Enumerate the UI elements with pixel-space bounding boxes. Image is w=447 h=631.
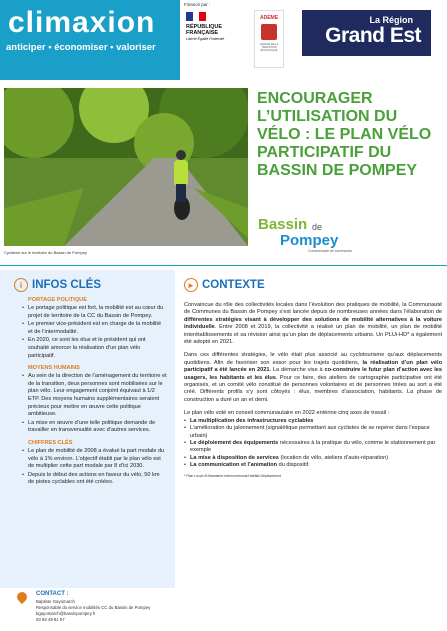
location-pin-icon	[15, 590, 29, 604]
list-item	[190, 440, 442, 455]
republique-francaise-logo	[186, 12, 238, 64]
bold-run: la réalisation d’un plan vélo participatif a été lancée en 2021	[184, 359, 442, 374]
contact-heading: CONTACT :	[36, 591, 69, 597]
list-item: • Le portage politique est fort, la mobilité est au cœur du projet de territoire de la CC du Bassin de Pompey.	[28, 305, 167, 320]
bold-run: La mise à disposition de services	[190, 454, 279, 461]
contact-name: Baptiste Gayomarch	[36, 599, 75, 604]
section-title: MOYENS HUMAINS	[28, 365, 80, 372]
logo-subtitle: Communauté de communes	[308, 249, 352, 253]
logo-word-de: de	[312, 222, 323, 232]
play-icon: ►	[184, 278, 198, 292]
list-item	[190, 418, 442, 425]
finance-label: Financé par :	[184, 2, 211, 7]
text-run: . Pour ce faire, des ateliers de cartographie participative ont été organisés, et un comité vélo constitué de personnes volontaires et de personnes tirées au sort a été créé. Différents profils s’y sont côtoyés : élus, membres d’association, habitants. La phase de construction a duré un an et demi.	[184, 374, 442, 403]
list-item: • Le plan de mobilité de 2008 a évalué la part modale du vélo à 1% environ. L’objectif établi par le plan vélo est de multiplier cette part modale par 8 d’ici 2030.	[28, 448, 167, 471]
section-title: PORTAGE POLITIQUE	[28, 297, 87, 303]
list-item: • En 2020, ce sont les élus et le président qui ont souhaité amorcer la réalisation d’un plan vélo participatif.	[28, 337, 167, 360]
infos-heading	[14, 278, 175, 292]
brand-tagline: anticiper • économiser • valoriser	[6, 42, 156, 53]
region-name: Grand Est	[325, 24, 421, 47]
list-item: • Au sein de la direction de l’aménagement du territoire et de la transition, deux personnes sont mobilisées sur le plan vélo. Leur engagement conjoint équivaut à 1/2 ETP. Des moyens humains supplémentaires seraient précieux pour mettre en œuvre cette politique ambitieuse.	[28, 373, 167, 419]
bold-run: Le déploiement des équipements	[190, 439, 279, 446]
section-title: CHIFFRES CLÉS	[28, 439, 73, 446]
republique-motto: Liberté Égalité Fraternité	[186, 37, 225, 41]
logo-word-bassin: Bassin	[258, 216, 308, 233]
contexte-section	[184, 270, 442, 478]
list-item	[190, 462, 442, 469]
bold-run: co-construire le futur plan d’action avec les usagers, les habitants et les élus	[184, 367, 443, 381]
section-divider	[0, 265, 447, 266]
republique-line2: FRANÇAISE	[186, 30, 219, 36]
footnote: * Plan Local d’Urbanisme Intercommunal Habitat Déplacement	[184, 473, 282, 478]
ademe-name: ADEME	[259, 15, 279, 21]
logo-word-pompey: Pompey	[280, 232, 339, 249]
ademe-sub: AGENCE DE LA TRANSITION ÉCOLOGIQUE	[259, 43, 279, 52]
region-grand-est-logo	[302, 10, 431, 56]
axes-intro: Le plan vélo voté en conseil communautaire en 2022 entérine cinq axes de travail :	[184, 410, 390, 417]
climaxion-logo	[0, 0, 180, 80]
photo-caption: Cyclisme sur le territoire du Bassin de Pompey	[4, 250, 87, 255]
contact-phone[interactable]: 03 83 49 81 57	[36, 617, 65, 622]
list-item: • Le premier vice-président est en charge de la mobilité et de l’intermodalité.	[28, 321, 167, 336]
ademe-logo	[254, 10, 284, 68]
text-run: nécessaires à la pratique du vélo, comme le stationnement par exemple	[190, 439, 436, 454]
bassin-de-pompey-logo	[258, 216, 358, 254]
text-run: Dans ces différentes stratégies, le vélo était plus associé au cyclotourisme qu’aux déplacements quotidiens. Afin de favoriser son essor pour les trajets quotidiens,	[184, 352, 442, 366]
list-item	[190, 455, 442, 462]
text-run: (location de vélo, ateliers d’auto-réparation)	[278, 454, 389, 461]
ademe-symbol-icon	[261, 24, 277, 40]
bold-run: La communication et l’animation	[190, 462, 278, 469]
info-icon: i	[14, 278, 28, 292]
paragraph	[184, 302, 442, 346]
text-run: du dispositif.	[277, 462, 310, 469]
text-run: L’amélioration du jalonnement (signalétique permettant aux cyclistes de se repérer dans l’espace urbain)	[190, 425, 430, 439]
text-run: Convaincue du rôle des collectivités locales dans l’évolution des pratiques de mobilité, la Communauté de Communes du Bassin de Pompey s’est lancée depuis de nombreuses années dans l’élaboration de	[184, 302, 442, 316]
cyclist-photo	[4, 88, 248, 246]
contexte-heading	[184, 278, 442, 292]
list-item	[190, 425, 442, 440]
list-item: • La mise en œuvre d’une telle politique demande de travailler en transversalité avec d’autres services.	[28, 420, 167, 435]
bold-run: La multiplication des infrastructures cyclables	[190, 417, 314, 424]
bold-run: différentes stratégies visant à développer des solutions de mobilité alternatives à la voiture individuelle	[184, 316, 442, 331]
contexte-heading-text: CONTEXTE	[202, 279, 265, 291]
flag-icon	[186, 12, 206, 21]
contact-block	[0, 588, 447, 631]
infos-cles-panel	[0, 270, 175, 588]
contact-role: Responsable du service mobilités CC du Bassin de Pompey	[36, 605, 151, 610]
republique-line1: RÉPUBLIQUE	[186, 24, 223, 30]
page-title: ENCOURAGER L’UTILISATION DU VÉLO : LE PLAN VÉLO PARTICIPATIF DU BASSIN DE POMPEY	[257, 90, 432, 179]
paragraph	[184, 352, 442, 404]
list-item: • Depuis le début des actions en faveur du vélo, 50 km de pistes cyclables ont été créées.	[28, 472, 167, 487]
text-run: . Entre 2008 et 2019, la collectivité a réalisé un plan de mobilité, un plan de mobilité interétablissements et sa révision ainsi qu’un plan de déplacements urbains. Un PLUi-HD* a également été adopté en 2021.	[184, 324, 442, 346]
brand-name: climaxion	[8, 6, 156, 39]
contact-email[interactable]: bgayomarch@bassinpompey.fr	[36, 611, 96, 616]
infos-heading-text: INFOS CLÉS	[32, 279, 102, 291]
region-prefix: La Région	[369, 15, 413, 25]
text-run: . La démarche vise à	[269, 367, 325, 374]
